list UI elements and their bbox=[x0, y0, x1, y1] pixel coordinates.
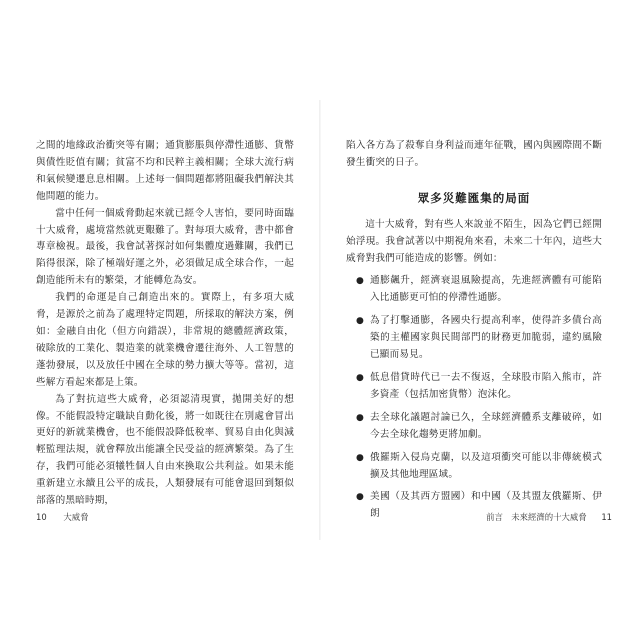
left-paragraph-4: 為了對抗這些大威脅，必須認清現實，拋開美好的想像。不能假設特定職缺自動化後，將一如既往在別處會冒出更好的新就業機會，也不能假設降低稅率、貿易自由化與減輕監理法規，就會釋放出能讓全民受益的經濟繁榮。為了生存，我們可能必須犧牲個人自由來換取公共利益。如果未能重新建立永續且公平的成長，人類發展有可能會退回到類似部落的黑暗時期， bbox=[36, 393, 294, 507]
bullet-text: 美國（及其西方盟國）和中國（及其盟友俄羅斯、伊朗 bbox=[370, 491, 602, 520]
right-page-body bbox=[346, 138, 602, 529]
bullet-dot-icon: ● bbox=[356, 372, 365, 383]
book-gutter bbox=[319, 100, 321, 540]
bullet-dot-icon: ● bbox=[356, 316, 365, 327]
bullet-text: 俄羅斯入侵烏克蘭，以及這項衝突可能以非傳統模式擴及其他地理區域。 bbox=[370, 451, 602, 480]
bullet-dot-icon: ● bbox=[356, 412, 365, 423]
right-running-title: 前言 未來經濟的十大威脅 bbox=[486, 512, 587, 522]
left-running-title: 大威脅 bbox=[63, 512, 89, 522]
left-page-body bbox=[36, 138, 294, 510]
right-paragraph-2: 這十大威脅，對有些人來說並不陌生，因為它們已經開始浮現。我會試著以中期視角來看，未來二十年內，這些大威脅對我們可能造成的影響。例如： bbox=[346, 218, 602, 264]
threat-bullet-list bbox=[346, 273, 602, 523]
bullet-text: 低息借貸時代已一去不復返，全球股市陷入熊市，許多資產（包括加密貨幣）泡沫化。 bbox=[370, 371, 602, 400]
bullet-text: 去全球化議題討論已久，全球經濟體系支離破碎，如今去全球化趨勢更將加劇。 bbox=[370, 411, 602, 440]
bullet-dot-icon: ● bbox=[356, 492, 365, 503]
bullet-text: 通膨飆升，經濟衰退風險提高，先進經濟體有可能陷入比通膨更可怕的停滯性通膨。 bbox=[370, 275, 602, 304]
bullet-item bbox=[346, 313, 602, 364]
left-paragraph-2: 當中任何一個威脅動起來就已經令人害怕，要同時面臨十大威脅，處境當然就更艱難了。對每項大威脅，書中都會專章檢視。最後，我會試著探討如何集體度過難關，我們已陷得很深，除了極端好運之外，必須做足成全球合作，一起創造能所未有的繁榮，才能轉危為安。 bbox=[36, 207, 294, 287]
right-page-number: 11 bbox=[601, 512, 612, 522]
left-paragraph-3: 我們的命運是自己創造出來的。實際上，有多項大威脅，是源於之前為了處理特定問題，所採取的解決方案，例如：金融自由化（但方向錯誤），非常規的總體經濟政策，破除放的工業化、製造業的就業機會遷往海外、人工智慧的蓬勃發展，以及放任中國在全球的勢力擴大等等。當初，這些解方看起來都是上策。 bbox=[36, 292, 294, 388]
left-paragraph-1: 之間的地緣政治衝突等有關；通貨膨脹與停滯性通膨、貨幣與債性貶值有關；貧富不均和民粹主義相關；全球大流行病和氣候變遷息息相關。上述每一個問題都將阻礙我們解決其他問題的能力。 bbox=[36, 140, 294, 202]
bullet-text: 為了打擊通膨，各國央行提高利率，使得許多債台高築的主權國家與民間部門的財務更加脆弱，違約風險已顯而易見。 bbox=[370, 315, 602, 361]
bullet-item bbox=[346, 370, 602, 404]
left-page-footer bbox=[36, 511, 88, 523]
section-heading: 眾多災難匯集的局面 bbox=[417, 190, 531, 205]
bullet-dot-icon: ● bbox=[356, 452, 365, 463]
bullet-item bbox=[346, 410, 602, 444]
bullet-item bbox=[346, 450, 602, 484]
right-page-footer bbox=[486, 511, 612, 523]
right-paragraph-1: 陷入各方為了殺奪自身利益而連年征戰，國內與國際間不斷發生衝突的日子。 bbox=[346, 140, 602, 168]
bullet-dot-icon: ● bbox=[356, 276, 365, 287]
bullet-item bbox=[346, 273, 602, 307]
left-page-number: 10 bbox=[36, 512, 47, 522]
